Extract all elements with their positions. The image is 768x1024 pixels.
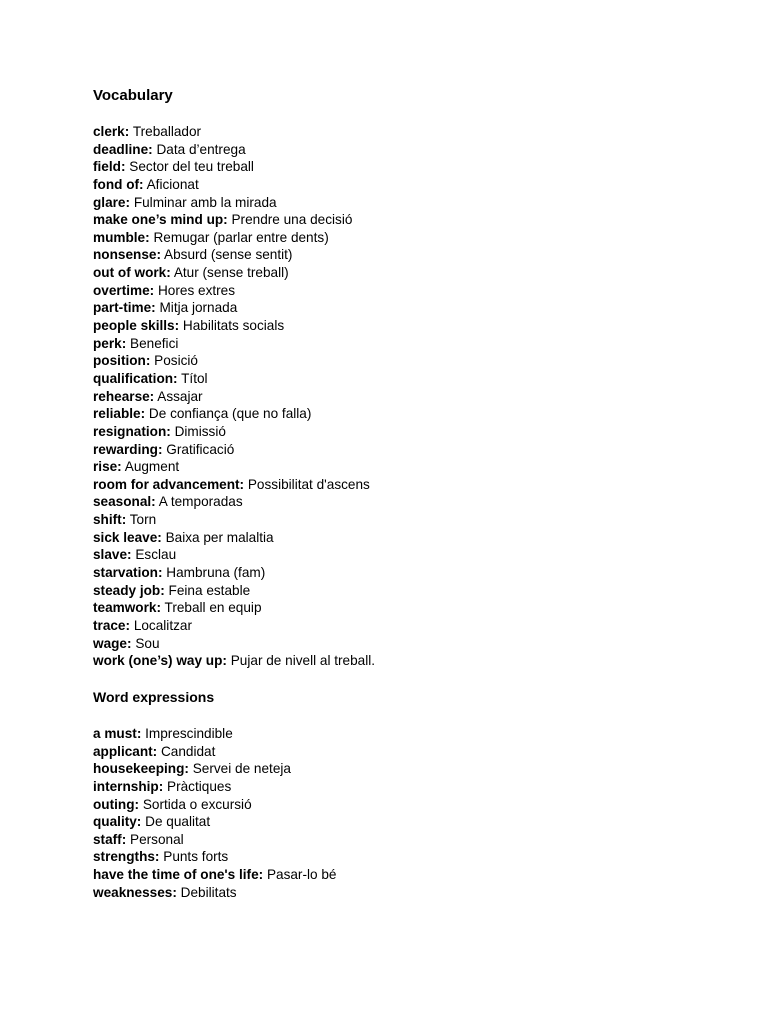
list-item (93, 546, 375, 564)
term: starvation: (93, 565, 163, 581)
definition: Posició (154, 353, 198, 369)
definition: Servei de neteja (192, 761, 291, 777)
term: deadline: (93, 141, 153, 157)
list-item (93, 458, 375, 476)
term: glare: (93, 194, 131, 210)
definition: Pujar de nivell al treball. (230, 653, 376, 669)
term: make one’s mind up: (93, 212, 228, 228)
term: field: (93, 159, 126, 175)
term: strengths: (93, 849, 160, 865)
list-item (93, 778, 336, 796)
definition: Absurd (sense sentit) (164, 247, 293, 263)
definition: Prendre una decisió (231, 212, 353, 228)
list-item (93, 582, 375, 600)
definition: Esclau (135, 547, 177, 563)
list-item (93, 511, 375, 529)
definition: Assajar (157, 388, 203, 404)
list-item (93, 246, 375, 264)
definition: Candidat (160, 743, 216, 759)
list-item (93, 866, 336, 884)
term: applicant: (93, 743, 158, 759)
list-item (93, 599, 375, 617)
definition: Personal (130, 831, 184, 847)
definition: Habilitats socials (182, 318, 285, 334)
list-item (93, 299, 375, 317)
term: weaknesses: (93, 884, 177, 900)
term: overtime: (93, 282, 155, 298)
list-item (93, 813, 336, 831)
list-item (93, 564, 375, 582)
definition: Sector del teu treball (129, 159, 254, 175)
definition: Localitzar (133, 617, 192, 633)
term: steady job: (93, 582, 165, 598)
term: mumble: (93, 229, 150, 245)
definition: Benefici (130, 335, 179, 351)
definition: Pasar-lo bé (266, 867, 337, 883)
definition: Atur (sense treball) (173, 265, 289, 281)
term: rehearse: (93, 388, 155, 404)
term: nonsense: (93, 247, 161, 263)
definition: Mitja jornada (159, 300, 238, 316)
list-item (93, 848, 336, 866)
list-item (93, 176, 375, 194)
list-item (93, 493, 375, 511)
definition: Remugar (parlar entre dents) (153, 229, 329, 245)
list-item (93, 884, 336, 902)
word-expressions-list (93, 725, 336, 901)
list-item (93, 141, 375, 159)
list-item (93, 441, 375, 459)
term: qualification: (93, 370, 178, 386)
list-item (93, 476, 375, 494)
word-expressions-title: Word expressions (93, 689, 215, 705)
definition: Baixa per malaltia (165, 529, 274, 545)
list-item (93, 743, 336, 761)
term: work (one’s) way up: (93, 653, 227, 669)
list-item (93, 335, 375, 353)
list-item (93, 423, 375, 441)
list-item (93, 617, 375, 635)
vocabulary-title: Vocabulary (93, 87, 173, 104)
list-item (93, 229, 375, 247)
list-item (93, 796, 336, 814)
list-item (93, 725, 336, 743)
list-item (93, 194, 375, 212)
definition: Hores extres (157, 282, 236, 298)
term: people skills: (93, 318, 180, 334)
list-item (93, 652, 375, 670)
list-item (93, 635, 375, 653)
list-item (93, 388, 375, 406)
term: perk: (93, 335, 127, 351)
definition: Possibilitat d'ascens (247, 476, 370, 492)
definition: Sortida o excursió (142, 796, 252, 812)
term: quality: (93, 814, 142, 830)
term: teamwork: (93, 600, 161, 616)
definition: Aficionat (146, 176, 199, 192)
term: staff: (93, 831, 127, 847)
term: outing: (93, 796, 140, 812)
list-item (93, 158, 375, 176)
list-item (93, 352, 375, 370)
vocabulary-list (93, 123, 375, 670)
list-item (93, 529, 375, 547)
definition: De confiança (que no falla) (148, 406, 312, 422)
definition: Treballador (132, 124, 202, 139)
definition: Punts forts (163, 849, 229, 865)
definition: Imprescindible (145, 726, 233, 741)
list-item (93, 282, 375, 300)
term: fond of: (93, 176, 144, 192)
definition: Dimissió (174, 423, 226, 439)
definition: Títol (181, 370, 208, 386)
term: part-time: (93, 300, 156, 316)
list-item (93, 123, 375, 141)
term: position: (93, 353, 151, 369)
term: room for advancement: (93, 476, 245, 492)
definition: Fulminar amb la mirada (133, 194, 277, 210)
term: trace: (93, 617, 131, 633)
term: wage: (93, 635, 132, 651)
term: resignation: (93, 423, 171, 439)
definition: Debilitats (180, 884, 237, 900)
term: clerk: (93, 124, 130, 139)
definition: A temporadas (158, 494, 243, 510)
list-item (93, 264, 375, 282)
term: sick leave: (93, 529, 162, 545)
term: seasonal: (93, 494, 156, 510)
term: shift: (93, 512, 127, 528)
definition: Pràctiques (167, 778, 232, 794)
list-item (93, 760, 336, 778)
definition: De qualitat (145, 814, 211, 830)
definition: Feina estable (168, 582, 251, 598)
term: rise: (93, 459, 122, 475)
definition: Treball en equip (164, 600, 262, 616)
definition: Gratificació (166, 441, 235, 457)
list-item (93, 370, 375, 388)
term: internship: (93, 778, 164, 794)
term: rewarding: (93, 441, 163, 457)
term: a must: (93, 726, 142, 741)
list-item (93, 831, 336, 849)
term: reliable: (93, 406, 146, 422)
term: housekeeping: (93, 761, 189, 777)
term: slave: (93, 547, 132, 563)
list-item (93, 317, 375, 335)
term: have the time of one's life: (93, 867, 264, 883)
term: out of work: (93, 265, 171, 281)
definition: Hambruna (fam) (166, 565, 266, 581)
definition: Augment (124, 459, 180, 475)
definition: Torn (129, 512, 157, 528)
list-item (93, 405, 375, 423)
list-item (93, 211, 375, 229)
definition: Data d’entrega (156, 141, 246, 157)
definition: Sou (135, 635, 160, 651)
